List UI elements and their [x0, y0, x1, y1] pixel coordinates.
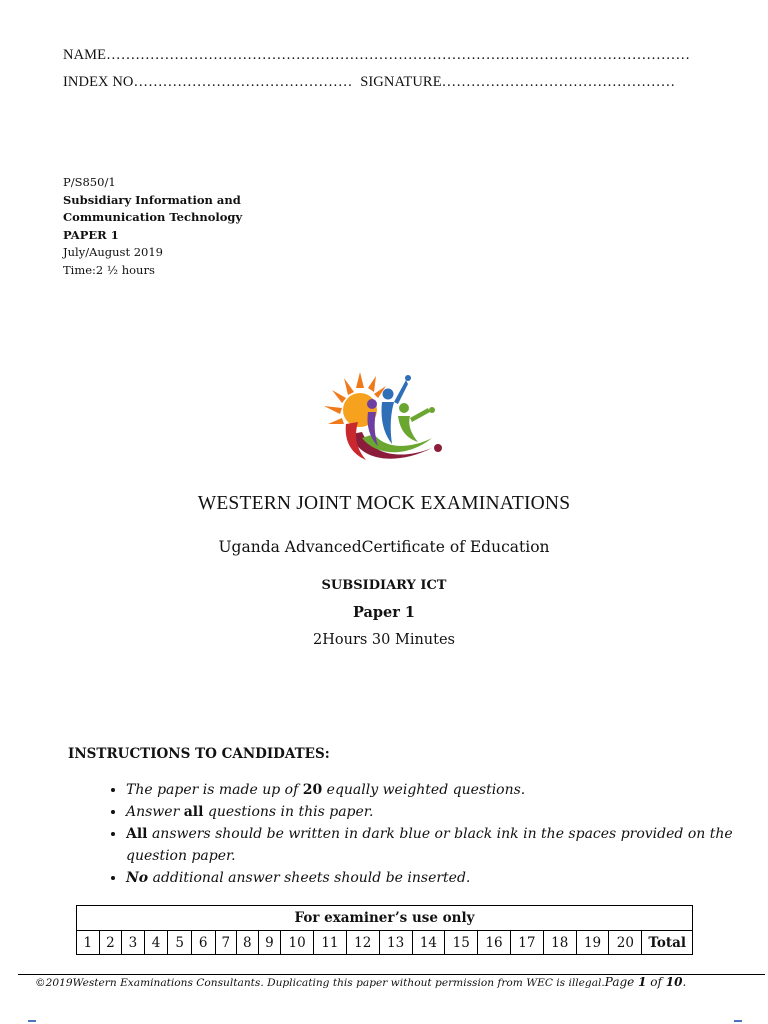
duration-heading: 2Hours 30 Minutes — [313, 632, 455, 648]
instruction-item: • No additional answer sheets should be inserted. — [126, 868, 751, 890]
question-number-cell: 6 — [191, 931, 215, 955]
question-number-cell: 5 — [168, 931, 192, 955]
question-number-cell: 2 — [99, 931, 122, 955]
paper-meta — [63, 174, 242, 280]
name-field-line: NAME………………………………………………………………………………………………………… — [63, 47, 691, 63]
copyright-notice: ©2019Western Examinations Consultants. Duplicating this paper without permission from WEC is illegal. — [35, 977, 605, 989]
paper-number: PAPER 1 — [63, 227, 119, 242]
question-number-cell: 14 — [412, 931, 445, 955]
question-number-cell: 3 — [122, 931, 145, 955]
subject-name-line2: Communication Technology — [63, 210, 243, 225]
examiner-table-caption: For examiner’s use only — [77, 906, 693, 931]
page-indicator: Page 1 of 10. — [604, 975, 687, 989]
page-corner-mark — [734, 1020, 742, 1022]
question-number-cell: 4 — [144, 931, 168, 955]
instruction-item: • Answer all questions in this paper. — [126, 802, 751, 824]
question-number-cell: 17 — [510, 931, 543, 955]
question-number-cell: 9 — [258, 931, 281, 955]
page-footer — [35, 975, 686, 989]
question-number-cell: 16 — [478, 931, 511, 955]
instruction-item: • All answers should be written in dark blue or black ink in the spaces provided on the question paper. — [126, 824, 751, 867]
instructions-heading: INSTRUCTIONS TO CANDIDATES: — [68, 746, 330, 762]
question-number-cell: 10 — [281, 931, 314, 955]
paper-heading: Paper 1 — [352, 604, 416, 621]
question-number-cell: 20 — [609, 931, 642, 955]
certificate-name: Uganda AdvancedCertificate of Education — [218, 538, 550, 556]
index-signature-line — [63, 74, 675, 91]
question-number-cell: 7 — [215, 931, 237, 955]
table-row — [77, 931, 693, 955]
examination-logo — [322, 368, 448, 472]
question-number-cell: 11 — [314, 931, 347, 955]
question-number-cell: 12 — [346, 931, 379, 955]
page-corner-mark — [28, 1020, 36, 1022]
question-number-cell: 15 — [445, 931, 478, 955]
question-number-cell: 18 — [543, 931, 576, 955]
total-cell: Total — [642, 931, 693, 955]
question-number-cell: 19 — [576, 931, 609, 955]
signature-field: SIGNATURE………………………………………… — [360, 74, 676, 90]
question-number-cell: 1 — [77, 931, 100, 955]
instruction-item: • The paper is made up of 20 equally weighted questions. — [126, 780, 751, 802]
exam-title: WESTERN JOINT MOCK EXAMINATIONS — [197, 493, 571, 514]
question-number-cell: 8 — [237, 931, 259, 955]
paper-code: P/S850/1 — [63, 175, 116, 189]
subject-heading: SUBSIDIARY ICT — [321, 578, 447, 593]
instructions-list — [100, 780, 751, 890]
index-no-field: INDEX NO……………………………………… — [63, 74, 353, 90]
subject-name-line1: Subsidiary Information and — [63, 192, 241, 207]
examiner-score-table — [76, 905, 693, 955]
question-number-cell: 13 — [379, 931, 412, 955]
exam-date: July/August 2019 — [63, 245, 163, 260]
exam-time: Time:2 ½ hours — [63, 262, 155, 277]
